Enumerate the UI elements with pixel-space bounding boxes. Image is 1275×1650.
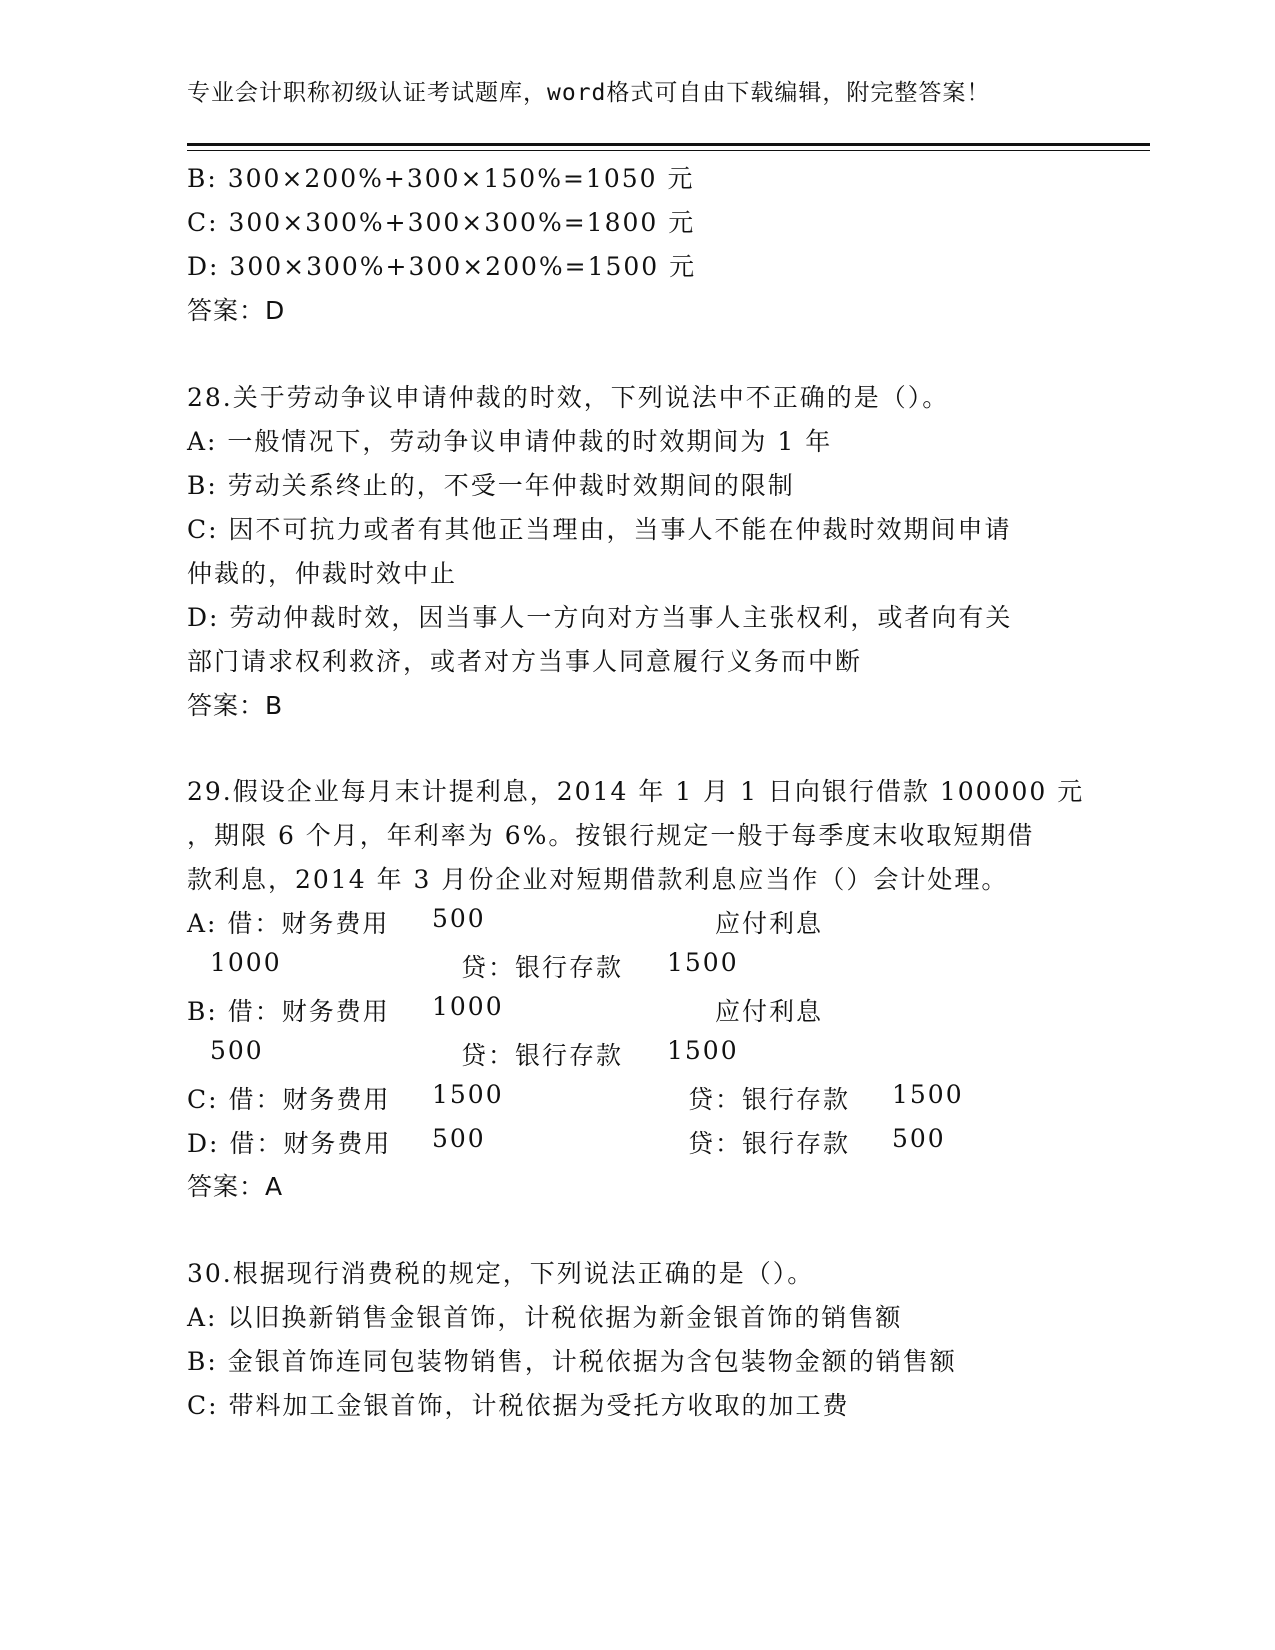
q29-option-b-credit: 贷：银行存款 — [461, 1041, 624, 1070]
page-header: 专业会计职称初级认证考试题库，word格式可自由下载编辑，附完整答案！ — [187, 80, 991, 106]
q29-option-d-debit-amount: 500 — [432, 1124, 486, 1153]
q30-option-a: A: 以旧换新销售金银首饰，计税依据为新金银首饰的销售额 — [187, 1303, 903, 1332]
q29-option-a-credit-amount: 1500 — [667, 948, 739, 977]
q28-option-a: A: 一般情况下，劳动争议申请仲裁的时效期间为 1 年 — [187, 427, 833, 456]
q28-option-d-cont: 部门请求权利救济，或者对方当事人同意履行义务而中断 — [187, 647, 863, 676]
q29-stem-line-3: 款利息，2014 年 3 月份企业对短期借款利息应当作（）会计处理。 — [187, 865, 1009, 894]
q27-option-b: B: 300×200%+300×150%=1050 元 — [187, 164, 695, 193]
q29-stem-line-2: ，期限 6 个月，年利率为 6%。按银行规定一般于每季度末收取短期借 — [187, 821, 1035, 850]
q30-stem: 30.根据现行消费税的规定，下列说法正确的是（）。 — [187, 1259, 815, 1288]
q29-option-d-credit: 贷：银行存款 — [688, 1129, 851, 1158]
q29-option-b-payable: 应付利息 — [715, 997, 824, 1026]
q29-option-a-payable: 应付利息 — [715, 909, 824, 938]
q28-option-c: C: 因不可抗力或者有其他正当理由，当事人不能在仲裁时效期间申请 — [187, 515, 1012, 544]
q27-answer: 答案：D — [187, 296, 286, 325]
q29-option-c-credit: 贷：银行存款 — [688, 1085, 851, 1114]
q27-option-c: C: 300×300%+300×300%=1800 元 — [187, 208, 696, 237]
q28-option-c-cont: 仲裁的，仲裁时效中止 — [187, 559, 458, 588]
q29-stem-line-1: 29.假设企业每月末计提利息，2014 年 1 月 1 日向银行借款 100000 元 — [187, 777, 1085, 806]
q29-option-a-debit: A: 借：财务费用 — [187, 909, 390, 938]
q29-option-c-debit-amount: 1500 — [432, 1080, 504, 1109]
q29-option-b-credit-amount: 1500 — [667, 1036, 739, 1065]
q29-option-c-debit: C: 借：财务费用 — [187, 1085, 391, 1114]
header-rule-thick — [187, 143, 1150, 146]
q29-option-a-payable-amount: 1000 — [210, 948, 282, 977]
q28-answer: 答案：B — [187, 691, 284, 720]
q29-option-b-debit: B: 借：财务费用 — [187, 997, 390, 1026]
q30-option-b: B: 金银首饰连同包装物销售，计税依据为含包装物金额的销售额 — [187, 1347, 957, 1376]
q28-stem: 28.关于劳动争议申请仲裁的时效，下列说法中不正确的是（）。 — [187, 383, 950, 412]
q28-option-d: D: 劳动仲裁时效，因当事人一方向对方当事人主张权利，或者向有关 — [187, 603, 1013, 632]
q29-option-b-payable-amount: 500 — [210, 1036, 264, 1065]
q29-option-d-credit-amount: 500 — [892, 1124, 946, 1153]
header-rule-thin — [187, 150, 1150, 151]
q29-option-b-debit-amount: 1000 — [432, 992, 504, 1021]
q28-option-b: B: 劳动关系终止的，不受一年仲裁时效期间的限制 — [187, 471, 795, 500]
q29-option-c-credit-amount: 1500 — [892, 1080, 964, 1109]
q29-option-d-debit: D: 借：财务费用 — [187, 1129, 392, 1158]
q29-option-a-credit: 贷：银行存款 — [461, 953, 624, 982]
q29-answer: 答案：A — [187, 1172, 284, 1201]
q29-option-a-debit-amount: 500 — [432, 904, 486, 933]
q30-option-c: C: 带料加工金银首饰，计税依据为受托方收取的加工费 — [187, 1391, 850, 1420]
q27-option-d: D: 300×300%+300×200%=1500 元 — [187, 252, 697, 281]
